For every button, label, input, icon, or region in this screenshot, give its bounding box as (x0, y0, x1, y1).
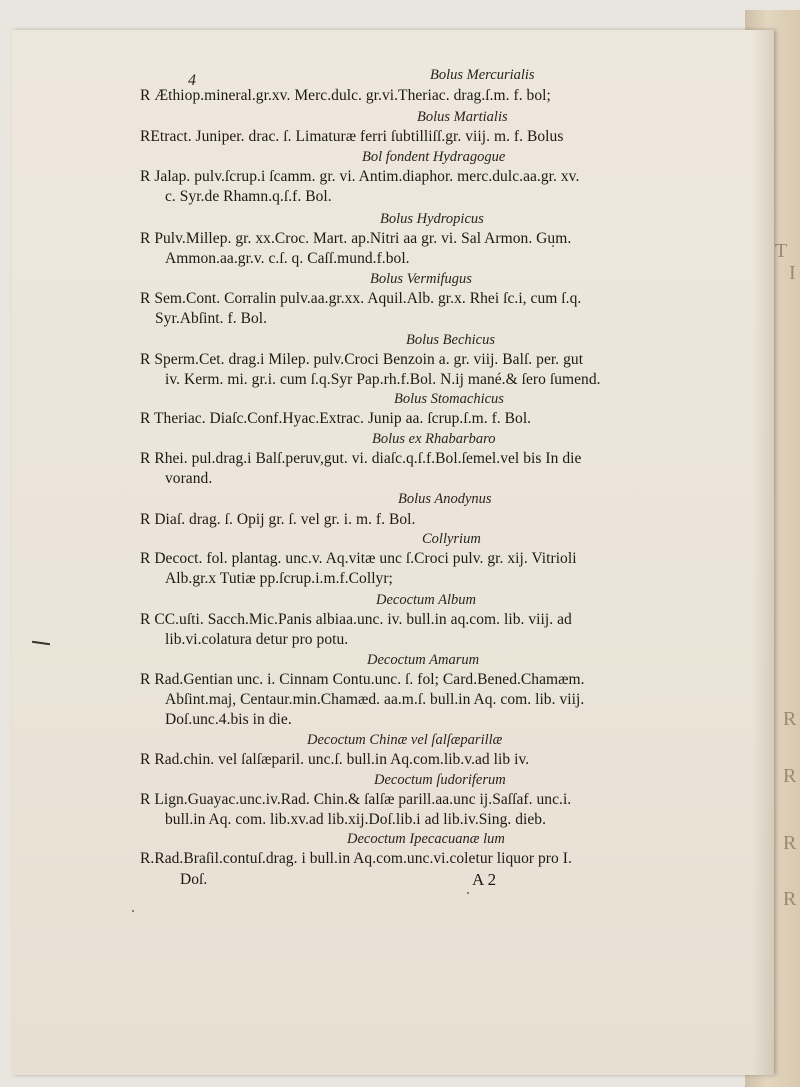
recipe-line: R Æthiop.mineral.gr.xv. Merc.dulc. gr.vi.Theriac. drag.ſ.m. f. bol; (140, 87, 551, 104)
recipe-line: R.Rad.Braſil.contuſ.drag. i bull.in Aq.com.unc.vi.coletur liquor pro I. (140, 850, 572, 867)
section-heading: Bolus Hydropicus (380, 211, 484, 227)
recipe-line: R Diaſ. drag. ſ. Opij gr. ſ. vel gr. i. m. f. Bol. (140, 511, 416, 528)
bleed-mark: R (783, 708, 797, 730)
recipe-line: R Rad.chin. vel ſalſæparil. unc.ſ. bull.in Aq.com.lib.v.ad lib iv. (140, 751, 530, 768)
section-heading: Bolus Vermifugus (370, 271, 472, 287)
section-heading: Decoctum ſudoriferum (374, 772, 506, 788)
section-heading: Decoctum Chinæ vel ſalſæparillæ (307, 732, 503, 748)
book-page (12, 30, 774, 1075)
bleed-mark: R (783, 765, 797, 787)
recipe-line: R Sperm.Cet. drag.i Milep. pulv.Croci Benzoin a. gr. viij. Balſ. per. gut (140, 351, 584, 368)
section-heading: Bolus Mercurialis (430, 67, 535, 83)
bleed-mark: I (789, 262, 796, 284)
recipe-line: R Sem.Cont. Corralin pulv.aa.gr.xx. Aquil.Alb. gr.x. Rhei ſc.i, cum ſ.q. (140, 290, 582, 307)
section-heading: Collyrium (422, 531, 481, 547)
section-heading: Bolus Bechicus (406, 332, 495, 348)
page-number: 4 (188, 72, 196, 89)
recipe-line: c. Syr.de Rhamn.q.ſ.f. Bol. (165, 188, 332, 205)
bleed-mark: R (783, 888, 797, 910)
bleed-mark: T (775, 240, 788, 262)
recipe-line: R Lign.Guayac.unc.iv.Rad. Chin.& ſalſæ parill.aa.unc ij.Saſſaf. unc.i. (140, 791, 572, 808)
section-heading: Bolus ex Rhabarbaro (372, 431, 496, 447)
recipe-line: vorand. (165, 470, 213, 487)
recipe-line: R Pulv.Millep. gr. xx.Croc. Mart. ap.Nitri aa gr. vi. Sal Armon. Gum. (140, 230, 572, 247)
recipe-line: Alb.gr.x Tutiæ pp.ſcrup.i.m.f.Collyr; (165, 570, 393, 587)
recipe-line: bull.in Aq. com. lib.xv.ad lib.xij.Doſ.lib.i ad lib.iv.Sing. dieb. (165, 811, 547, 828)
recipe-line: REtract. Juniper. drac. ſ. Limaturæ ferri ſubtilliſſ.gr. viij. m. f. Bolus (140, 128, 564, 145)
recipe-text (12, 30, 774, 1075)
recipe-line: Syr.Abſint. f. Bol. (155, 310, 268, 327)
section-heading: Decoctum Album (376, 592, 476, 608)
recipe-line: R Rhei. pul.drag.i Balſ.peruv,gut. vi. diaſc.q.ſ.f.Bol.ſemel.vel bis In die (140, 450, 582, 467)
recipe-line: Ammon.aa.gr.v. c.ſ. q. Caſſ.mund.f.bol. (165, 250, 410, 267)
recipe-line: R Jalap. pulv.ſcrup.i ſcamm. gr. vi. Antim.diaphor. merc.dulc.aa.gr. xv. (140, 168, 580, 185)
signature-mark: A 2 (472, 870, 497, 889)
recipe-line: R CC.uſti. Sacch.Mic.Panis albiaa.unc. iv. bull.in aq.com. lib. viij. ad (140, 611, 572, 628)
section-heading: Bolus Anodynus (398, 491, 492, 507)
recipe-line: R Rad.Gentian unc. i. Cinnam Contu.unc. ſ. fol; Card.Bened.Chamæm. (140, 671, 585, 688)
recipe-line: Doſ. (180, 871, 208, 888)
recipe-line: R Theriac. Diaſc.Conf.Hyac.Extrac. Junip aa. ſcrup.ſ.m. f. Bol. (140, 410, 532, 427)
recipe-line: iv. Kerm. mi. gr.i. cum ſ.q.Syr Pap.rh.f.Bol. N.ij mané.& ſero ſumend. (165, 371, 601, 388)
recipe-line: R Decoct. fol. plantag. unc.v. Aq.vitæ unc ſ.Croci pulv. gr. xij. Vitrioli (140, 550, 577, 567)
recipe-line: lib.vi.colatura detur pro potu. (165, 631, 349, 648)
recipe-line: Doſ.unc.4.bis in die. (165, 711, 292, 728)
bleed-mark: R (783, 832, 797, 854)
section-heading: Decoctum Ipecacuanæ lum (347, 831, 505, 847)
recipe-line: Abſint.maj, Centaur.min.Chamæd. aa.m.ſ. bull.in Aq. com. lib. viij. (165, 691, 585, 708)
section-heading: Bolus Martialis (417, 109, 508, 125)
section-heading: Bol fondent Hydragogue (362, 149, 506, 165)
section-heading: Bolus Stomachicus (394, 391, 504, 407)
section-heading: Decoctum Amarum (367, 652, 480, 668)
